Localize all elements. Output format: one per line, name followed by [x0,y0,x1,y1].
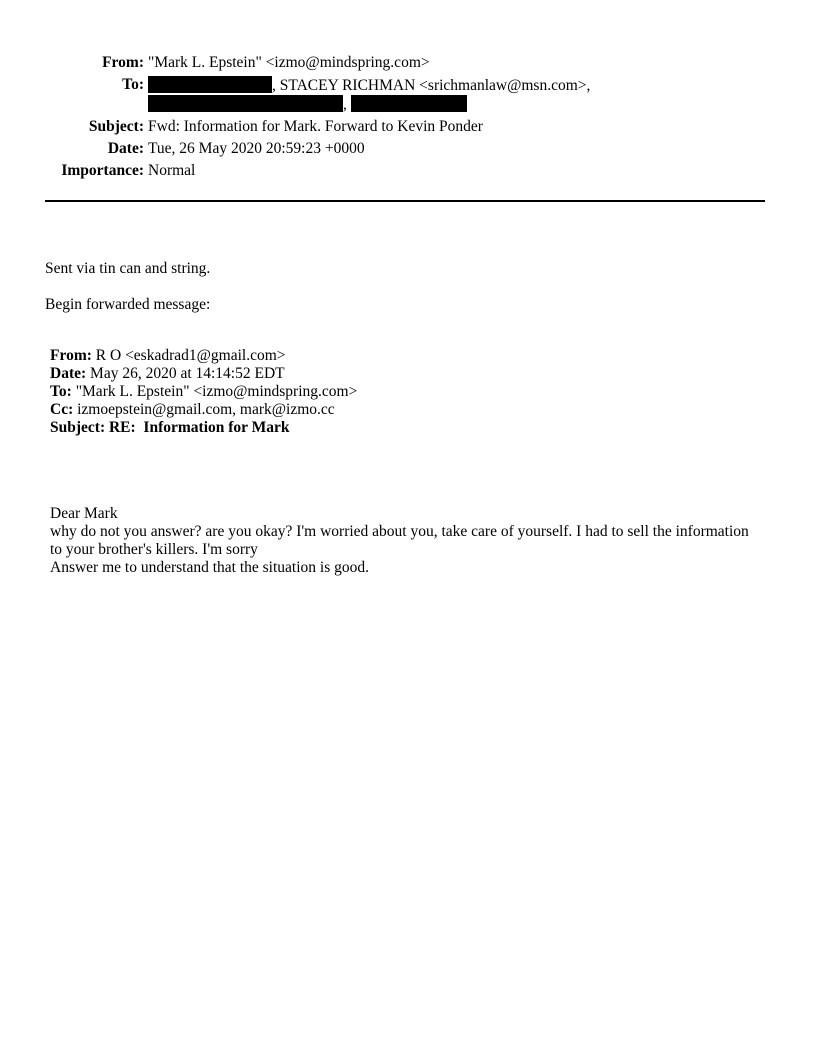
fwd-to-label: To: [50,383,72,400]
forward-intro: Begin forwarded message: [45,296,211,313]
fwd-cc-label: Cc: [50,401,74,418]
redaction-block [148,95,343,112]
subject-value: Fwd: Information for Mark. Forward to Kevin Ponder [148,118,483,135]
fwd-cc-value: izmoepstein@gmail.com, mark@izmo.cc [73,401,335,418]
fwd-cc-row [50,401,750,419]
header-divider [45,200,765,202]
fwd-from-row [50,347,750,365]
date-label: Date: [107,140,144,157]
to-value [148,76,816,114]
fwd-subject-row [50,419,750,437]
importance-label: Importance: [61,162,144,179]
fwd-to-row [50,383,750,401]
to-label: To: [122,76,144,93]
to-separator: , [343,96,347,113]
from-label: From: [102,54,144,71]
from-value: "Mark L. Epstein" <izmo@mindspring.com> [148,54,430,71]
date-row [0,140,816,158]
to-recipient-stacey: , STACEY RICHMAN <srichmanlaw@msn.com>, [272,77,591,94]
fwd-from-label: From: [50,347,92,364]
message-greeting: Dear Mark [50,505,118,522]
fwd-date-value: May 26, 2020 at 14:14:52 EDT [86,365,285,382]
message-body [50,505,750,577]
fwd-subject-value: RE: Information for Mark [105,419,290,436]
fwd-to-value: "Mark L. Epstein" <izmo@mindspring.com> [71,383,358,400]
to-row [0,76,816,114]
date-value: Tue, 26 May 2020 20:59:23 +0000 [148,140,365,157]
subject-label: Subject: [88,118,144,135]
from-row [0,54,816,72]
redaction-block [351,95,467,112]
fwd-from-value: R O <eskadrad1@gmail.com> [91,347,286,364]
importance-row [0,162,816,180]
redaction-block [148,76,272,93]
importance-value: Normal [148,162,196,179]
fwd-subject-label: Subject: [50,419,106,436]
subject-row [0,118,816,136]
fwd-date-row [50,365,750,383]
forwarded-header [50,347,750,437]
signature-line: Sent via tin can and string. [45,260,211,277]
fwd-date-label: Date: [50,365,87,382]
message-paragraph: why do not you answer? are you okay? I'm worried about you, take care of yourself. I had to sell the information to your brother's killers. I'm sorry [50,523,749,558]
message-closing: Answer me to understand that the situation is good. [50,559,369,576]
email-header [0,54,816,180]
